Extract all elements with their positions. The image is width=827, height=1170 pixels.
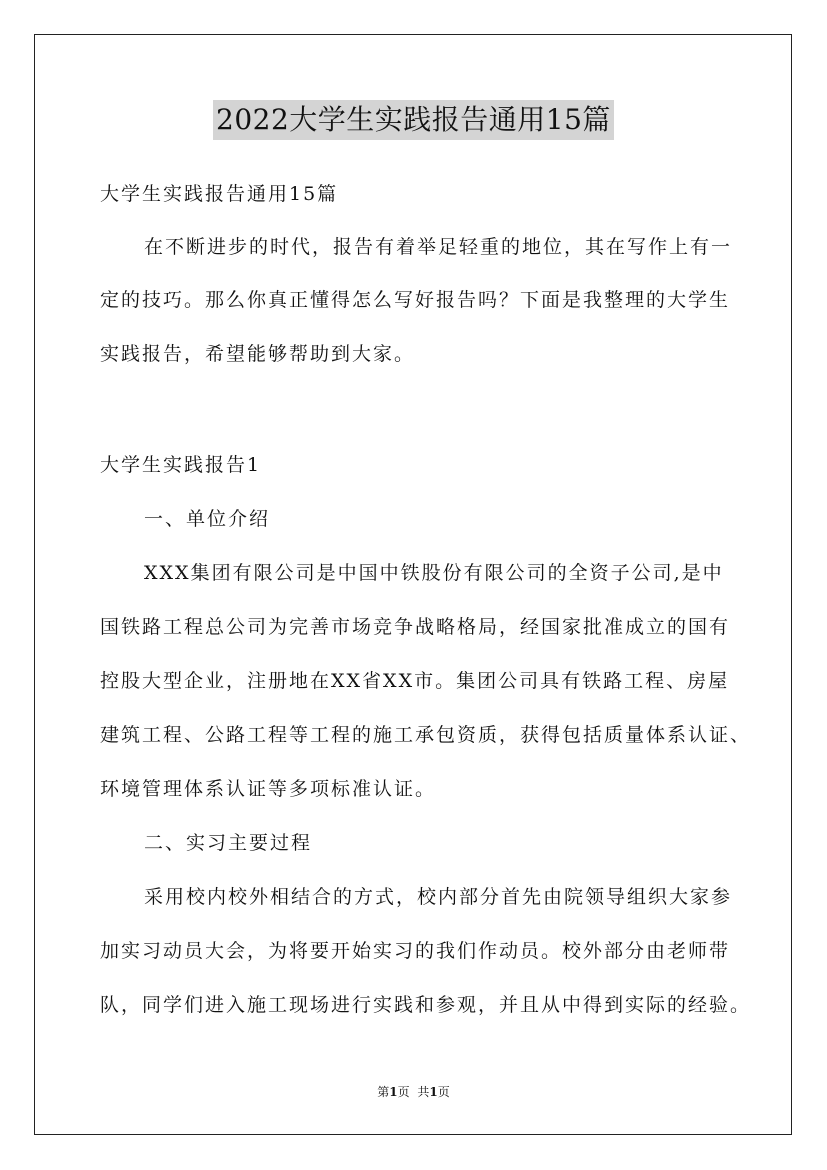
footer-page-suffix: 页	[397, 1085, 410, 1099]
part2-heading: 二、实习主要过程	[144, 832, 313, 854]
intro-line-2: 定的技巧。那么你真正懂得怎么写好报告吗？下面是我整理的大学生	[100, 289, 731, 311]
page-footer	[0, 1084, 827, 1100]
document-subtitle: 大学生实践报告通用15篇	[100, 183, 339, 205]
part1-line-5: 环境管理体系认证等多项标准认证。	[100, 778, 437, 800]
footer-total-number: 1	[429, 1085, 438, 1099]
part2-line-1: 采用校内校外相结合的方式，校内部分首先由院领导组织大家参	[144, 886, 733, 908]
part1-line-3: 控股大型企业，注册地在XX省XX市。集团公司具有铁路工程、房屋	[100, 670, 730, 692]
part2-line-3: 队，同学们进入施工现场进行实践和参观，并且从中得到实际的经验。	[100, 994, 752, 1016]
footer-page-prefix: 第	[377, 1085, 390, 1099]
section-heading: 大学生实践报告1	[100, 454, 262, 476]
part1-line-2: 国铁路工程总公司为完善市场竞争战略格局，经国家批准成立的国有	[100, 616, 731, 638]
footer-total-suffix: 页	[437, 1085, 450, 1099]
document-title: 2022大学生实践报告通用15篇	[213, 100, 614, 140]
title-container	[0, 100, 827, 140]
footer-total-prefix: 共	[417, 1085, 430, 1099]
part1-heading: 一、单位介绍	[144, 508, 271, 530]
part1-line-1: XXX集团有限公司是中国中铁股份有限公司的全资子公司,是中	[144, 562, 724, 584]
footer-page-number: 1	[389, 1085, 398, 1099]
part2-line-2: 加实习动员大会，为将要开始实习的我们作动员。校外部分由老师带	[100, 940, 731, 962]
part1-line-4: 建筑工程、公路工程等工程的施工承包资质，获得包括质量体系认证、	[100, 724, 752, 746]
intro-line-3: 实践报告，希望能够帮助到大家。	[100, 343, 416, 365]
intro-line-1: 在不断进步的时代，报告有着举足轻重的地位，其在写作上有一	[144, 236, 733, 258]
